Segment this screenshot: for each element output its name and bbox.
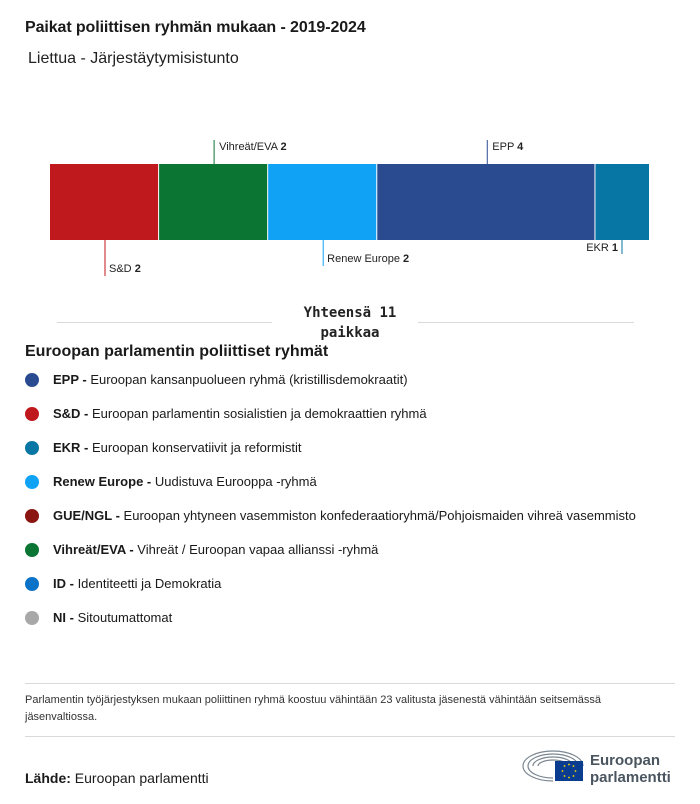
legend-abbr: GUE/NGL - — [53, 508, 120, 523]
legend-abbr: S&D - — [53, 406, 89, 421]
segment-label — [219, 141, 286, 153]
legend-description: Sitoutumattomat — [73, 610, 173, 625]
segment-name: S&D — [109, 263, 135, 275]
bar-segment — [268, 164, 376, 240]
legend-text — [53, 609, 172, 627]
legend-swatch — [25, 475, 39, 489]
segment-value: 4 — [517, 141, 524, 153]
segment-value: 2 — [280, 141, 287, 153]
total-divider-right — [418, 322, 634, 323]
legend-description: Euroopan konservatiivit ja reformistit — [88, 440, 302, 455]
legend-text — [53, 541, 378, 559]
legend-text — [53, 405, 427, 423]
segment-name: Renew Europe — [327, 253, 404, 265]
total-divider-left — [57, 322, 272, 323]
source-label: Lähde: — [25, 770, 71, 786]
legend-item — [25, 439, 665, 457]
segment-name: EPP — [492, 141, 518, 153]
logo-line-1: Euroopan — [590, 752, 660, 769]
bar-segment — [159, 164, 267, 240]
legend-abbr: EPP - — [53, 372, 87, 387]
legend-item — [25, 507, 665, 525]
legend-description: Euroopan kansanpuolueen ryhmä (kristillisdemokraatit) — [86, 372, 408, 387]
divider-top — [25, 683, 675, 684]
legend-title: Euroopan parlamentin poliittiset ryhmät — [25, 343, 329, 360]
legend-swatch — [25, 577, 39, 591]
segment-label — [109, 263, 141, 275]
segment-name: EKR — [586, 242, 612, 254]
bar-segment — [377, 164, 594, 240]
legend-swatch — [25, 373, 39, 387]
legend-abbr: ID - — [53, 576, 74, 591]
footnote: Parlamentin työjärjestyksen mukaan poliittinen ryhmä koostuu vähintään 23 valitusta jäsenestä vähintään seitsemässä jäsenvaltiossa. — [25, 694, 601, 723]
legend-item — [25, 609, 665, 627]
legend-text — [53, 507, 636, 525]
legend-abbr: Vihreät/EVA - — [53, 542, 134, 557]
legend-description: Euroopan yhtyneen vasemmiston konfederaatioryhmä/Pohjoismaiden vihreä vasemmisto — [119, 508, 636, 523]
legend-text — [53, 439, 302, 457]
legend-text — [53, 575, 221, 593]
segment-value: 2 — [403, 253, 410, 265]
segment-name: Vihreät/EVA — [219, 141, 281, 153]
legend — [25, 371, 665, 643]
divider-bottom — [25, 736, 675, 737]
legend-swatch — [25, 611, 39, 625]
legend-text — [53, 371, 408, 389]
legend-item — [25, 541, 665, 559]
segment-value: 2 — [134, 263, 141, 275]
legend-description: Identiteetti ja Demokratia — [73, 576, 222, 591]
legend-description: Vihreät / Euroopan vapaa allianssi -ryhmä — [133, 542, 379, 557]
legend-swatch — [25, 441, 39, 455]
segment-label — [586, 242, 618, 254]
legend-swatch — [25, 407, 39, 421]
legend-abbr: NI - — [53, 610, 74, 625]
bar-segment — [595, 164, 649, 240]
seat-bar-chart — [0, 130, 700, 280]
page-title: Paikat poliittisen ryhmän mukaan - 2019-2024 — [25, 19, 366, 36]
segment-label — [327, 253, 409, 265]
legend-description: Uudistuva Eurooppa -ryhmä — [151, 474, 317, 489]
legend-item — [25, 405, 665, 423]
bar-segment — [50, 164, 158, 240]
legend-abbr: EKR - — [53, 440, 89, 455]
legend-description: Euroopan parlamentin sosialistien ja demokraattien ryhmä — [88, 406, 427, 421]
legend-item — [25, 473, 665, 491]
source-line — [25, 770, 209, 786]
legend-item — [25, 575, 665, 593]
legend-text — [53, 473, 317, 491]
logo-wordmark — [590, 752, 671, 786]
total-seats-label: Yhteensä 11 paikkaa — [303, 305, 397, 341]
segment-value: 1 — [611, 242, 618, 254]
segment-label — [492, 141, 524, 153]
legend-abbr: Renew Europe - — [53, 474, 152, 489]
source-value: Euroopan parlamentti — [74, 770, 209, 786]
legend-item — [25, 371, 665, 389]
legend-swatch — [25, 509, 39, 523]
legend-swatch — [25, 543, 39, 557]
page-subtitle: Liettua - Järjestäytymisistunto — [28, 50, 239, 67]
logo-line-2: parlamentti — [590, 769, 671, 786]
